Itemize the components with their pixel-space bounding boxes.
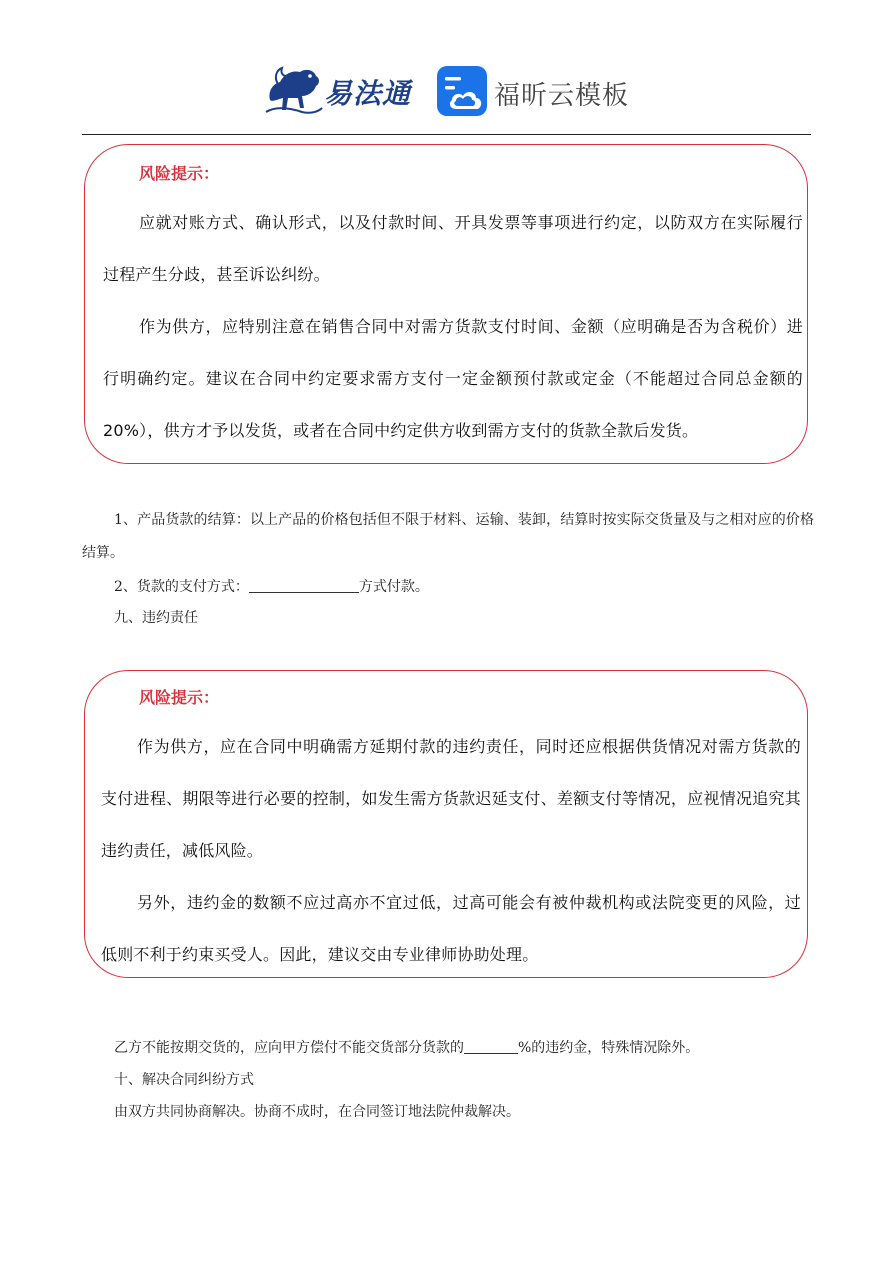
risk-notice-box-liability <box>84 670 808 978</box>
clause-settlement: 1、产品货款的结算：以上产品的价格包括但不限于材料、运输、装卸，结算时按实际交货量及与之相对应的价格结算。 <box>82 512 814 561</box>
clause-payment-method-label: 2、货款的支付方式： <box>114 579 249 595</box>
page-header <box>0 58 893 128</box>
risk-notice-paragraph: 应就对账方式、确认形式，以及付款时间、开具发票等事项进行约定，以防双方在实际履行过程产生分歧，甚至诉讼纠纷。 <box>103 213 803 284</box>
penalty-rate-blank-field[interactable] <box>464 1035 518 1054</box>
header-divider <box>82 134 811 135</box>
penalty-text: 乙方不能按期交货的，应向甲方偿付不能交货部分货款的 <box>114 1040 464 1056</box>
section-heading-liability: 九、违约责任 <box>114 610 198 626</box>
payment-method-blank-field[interactable] <box>249 574 359 593</box>
fuxin-logo <box>436 65 636 117</box>
section-heading-dispute: 十、解决合同纠纷方式 <box>114 1072 254 1088</box>
risk-notice-title: 风险提示： <box>139 688 220 707</box>
yifatong-logo-text: 易法通 <box>324 77 412 110</box>
cloud-document-icon <box>436 65 488 117</box>
qilin-icon <box>262 62 324 118</box>
risk-notice-title: 风险提示： <box>139 164 220 183</box>
yifatong-logo <box>262 62 412 118</box>
clause-late-delivery-penalty <box>114 1032 699 1065</box>
risk-notice-paragraph: 作为供方，应在合同中明确需方延期付款的违约责任，同时还应根据供货情况对需方货款的支付进程、期限等进行必要的控制，如发生需方货款迟延支付、差额支付等情况，应视情况追究其违约责任，减低风险。 <box>101 737 801 860</box>
fuxin-logo-text: 福昕云模板 <box>494 81 630 111</box>
clause-payment-method-suffix: 方式付款。 <box>358 579 429 595</box>
penalty-suffix: %的违约金，特殊情况除外。 <box>518 1040 700 1056</box>
clause-payment-method <box>114 571 429 604</box>
risk-notice-box-payment <box>84 144 808 464</box>
clause-dispute-resolution: 由双方共同协商解决。协商不成时，在合同签订地法院仲裁解决。 <box>114 1104 520 1120</box>
risk-notice-paragraph: 另外，违约金的数额不应过高亦不宜过低，过高可能会有被仲裁机构或法院变更的风险，过低则不利于约束买受人。因此，建议交由专业律师协助处理。 <box>101 893 801 964</box>
risk-notice-paragraph: 作为供方，应特别注意在销售合同中对需方货款支付时间、金额（应明确是否为含税价）进行明确约定。建议在合同中约定要求需方支付一定金额预付款或定金（不能超过合同总金额的 20%），供方才予以发货，或者在合同中约定供方收到需方支付的货款全款后发货。 <box>103 317 803 440</box>
